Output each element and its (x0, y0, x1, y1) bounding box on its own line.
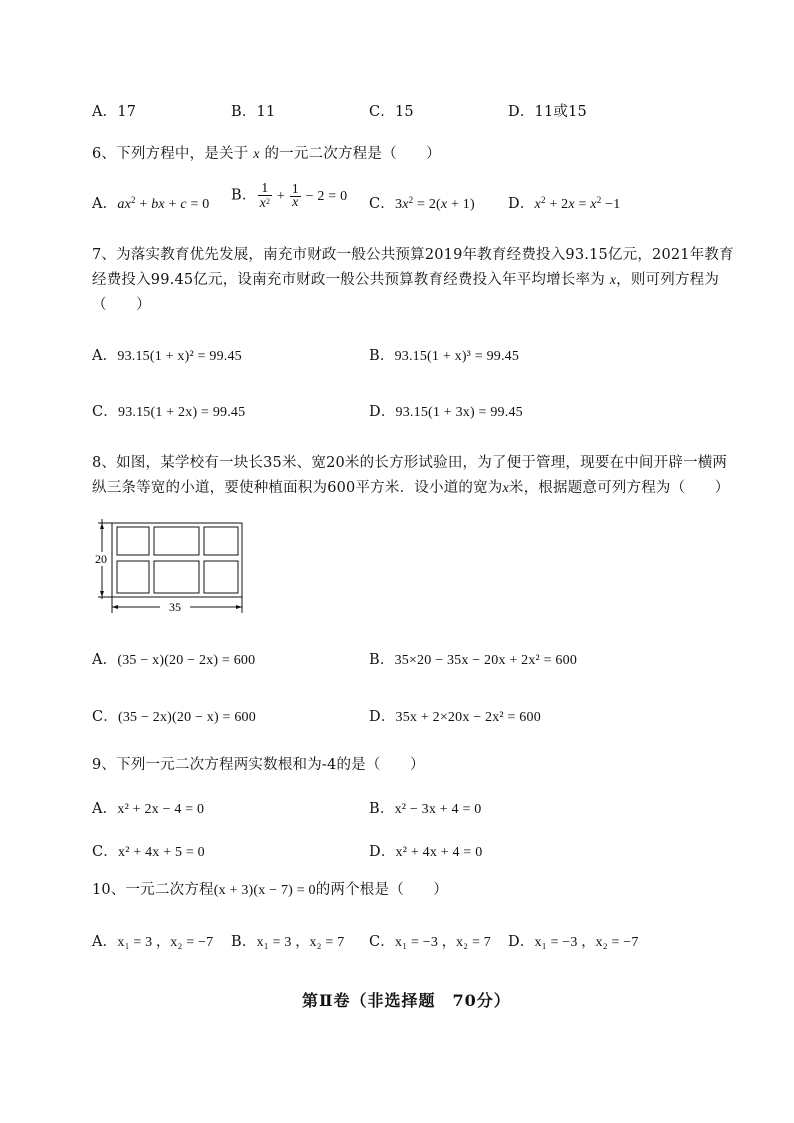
q6-option-c (369, 192, 475, 213)
q7-stem-var: x (609, 273, 617, 288)
q8-stem-line2 (92, 476, 729, 497)
q6-stem-post: 的一元二次方程是（ ） (259, 146, 441, 162)
q6-stem (92, 142, 441, 163)
height-label: 20 (95, 552, 107, 566)
q7-stem-line3: （ ） (92, 297, 151, 313)
q8-stem-line1: 8、如图，某学校有一块长35米、宽20米的长方形试验田，为了便于管理，现要在中间开辟一横两 (92, 455, 728, 471)
q6-label-d: D． (508, 196, 535, 212)
q8-stem-line2-post: 米，根据题意可列方程为（ ） (508, 480, 730, 496)
q10-option-b (231, 930, 344, 951)
q10-option-d (508, 930, 639, 951)
width-label: 35 (169, 600, 181, 614)
field-diagram (90, 515, 260, 617)
q8-option-d (369, 705, 541, 726)
q9-label-a: A． (92, 801, 118, 817)
q10-opt-d: x₁ = −3 ，x₂ = −7 (534, 935, 639, 950)
q6-label-c: C． (369, 196, 395, 212)
q8-eq-c: (35 − 2x)(20 − x) = 600 (118, 710, 256, 725)
q8-label-c: C． (92, 709, 118, 725)
q6-stem-var: x (253, 147, 260, 162)
q10-stem-pre: 10、一元二次方程 (92, 882, 214, 898)
q6-eq-a: $ax^2$ + bx + c = 0 (117, 195, 210, 212)
q10-opt-c: x₁ = −3 ，x₂ = 7 (395, 935, 491, 950)
q9-option-b (369, 797, 481, 818)
plot-bottom-middle (154, 561, 199, 593)
arrow-right (236, 605, 242, 609)
q8-stem-var: x (502, 481, 509, 496)
q7-stem-line1: 7、为落实教育优先发展，南充市财政一般公共预算2019年教育经费投入93.15亿元，2021年教育 (92, 247, 734, 263)
q7-stem-line2-post: ，则可列方程为 (616, 272, 720, 288)
q7-label-a: A． (92, 348, 118, 364)
q9-eq-a: x² + 2x − 4 = 0 (117, 802, 205, 817)
q8-label-a: A． (92, 652, 118, 668)
q6-option-a (92, 192, 209, 213)
q9-stem: 9、下列一元二次方程两实数根和为-4的是（ ） (92, 757, 425, 773)
field-outline (112, 523, 242, 597)
q8-option-b (369, 648, 577, 669)
q8-eq-a: (35 − x)(20 − 2x) = 600 (117, 653, 256, 668)
q9-option-d (369, 840, 482, 861)
q10-opt-b: x₁ = 3 ，x₂ = 7 (256, 935, 345, 950)
q10-label-c: C． (369, 934, 395, 950)
q9-eq-d: x² + 4x + 4 = 0 (395, 845, 483, 860)
q6-eq-d: $x^2 + 2x = x^2 -1$ (534, 195, 621, 212)
q7-option-c (92, 400, 245, 421)
q6-option-d (508, 192, 620, 213)
q7-label-c: C． (92, 404, 118, 420)
q7-eq-a: 93.15(1 + x)² = 99.45 (117, 349, 242, 364)
q7-stem-line2 (92, 268, 719, 289)
q9-label-d: D． (369, 844, 396, 860)
q8-option-a (92, 648, 255, 669)
q10-label-b: B． (231, 934, 257, 950)
q6-label-b: B． (231, 187, 257, 204)
q10-opt-a: x₁ = 3 ，x₂ = −7 (117, 935, 214, 950)
plot-bottom-left (117, 561, 149, 593)
q5-option-c: C．15 (369, 104, 414, 120)
q7-option-d (369, 400, 523, 421)
q7-eq-c: 93.15(1 + 2x) = 99.45 (118, 405, 246, 420)
q10-label-d: D． (508, 934, 535, 950)
q7-label-d: D． (369, 404, 396, 420)
q6-label-a: A． (92, 196, 118, 212)
q8-label-b: B． (369, 652, 395, 668)
q7-option-a (92, 344, 242, 365)
q6-option-b (231, 183, 347, 210)
q5-option-d: D．11或15 (508, 104, 587, 120)
q7-eq-b: 93.15(1 + x)³ = 99.45 (394, 349, 520, 364)
q10-stem-eq: (x + 3)(x − 7) = 0 (213, 883, 316, 898)
q10-stem (92, 878, 448, 899)
q7-label-b: B． (369, 348, 395, 364)
plot-top-left (117, 527, 149, 555)
q9-label-c: C． (92, 844, 118, 860)
q6-eq-b: $\frac{1}{x^2}$ + $\frac{1}{x}$ − 2 = 0 (259, 181, 348, 211)
plot-top-middle (154, 527, 199, 555)
q10-label-a: A． (92, 934, 118, 950)
q8-label-d: D． (369, 709, 396, 725)
arrow-up (100, 523, 104, 529)
q9-option-a (92, 797, 204, 818)
q9-option-c (92, 840, 205, 861)
q8-stem-line2-pre: 纵三条等宽的小道，要使种植面积为600平方米．设小道的宽为 (92, 480, 503, 496)
q9-eq-b: x² − 3x + 4 = 0 (394, 802, 482, 817)
q8-option-c (92, 705, 256, 726)
q7-stem-line2-pre: 经费投入99.45亿元，设南充市财政一般公共预算教育经费投入年平均增长率为 (92, 272, 610, 288)
q10-option-c (369, 930, 491, 951)
q9-eq-c: x² + 4x + 5 = 0 (118, 845, 205, 860)
q5-option-b: B．11 (231, 104, 276, 120)
plot-top-right (204, 527, 238, 555)
q6-stem-pre: 6、下列方程中，是关于 (92, 146, 254, 162)
section-title: 第Ⅱ卷（非选择题 70分） (302, 991, 511, 1010)
arrow-down (100, 591, 104, 597)
q8-eq-b: 35×20 − 35x − 20x + 2x² = 600 (394, 653, 578, 668)
q10-stem-post: 的两个根是（ ） (315, 882, 449, 898)
q5-option-a: A．17 (92, 104, 137, 120)
arrow-left (112, 605, 118, 609)
q7-eq-d: 93.15(1 + 3x) = 99.45 (395, 405, 523, 420)
plot-bottom-right (204, 561, 238, 593)
q9-label-b: B． (369, 801, 395, 817)
q8-eq-d: 35x + 2×20x − 2x² = 600 (395, 710, 541, 725)
q7-option-b (369, 344, 519, 365)
q6-eq-c: $3x^2 = 2(x + 1)$ (395, 195, 475, 212)
q10-option-a (92, 930, 213, 951)
